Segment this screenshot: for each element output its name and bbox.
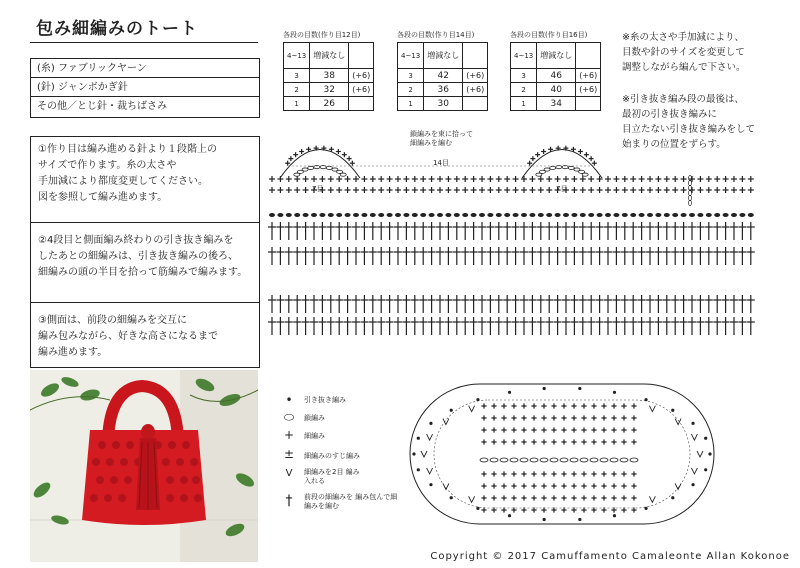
table-cell: 1 [511,97,537,111]
slip-stitch-mark [437,213,443,217]
slip-stitch-mark [479,213,485,217]
slip-stitch-mark [613,213,619,217]
slip-stitch-mark [597,213,603,217]
slip-stitch-mark [476,398,479,401]
table-cell: (+6) [349,69,374,83]
slip-stitch-mark [671,496,674,499]
slip-stitch-mark [286,213,292,217]
table-cell: 4~13 [511,43,537,69]
count-7-left: 7目 [312,185,324,193]
chain-mark [689,181,692,186]
slip-stitch-mark [521,213,527,217]
step-2-line: ②4段目と側面編み終わりの引き抜き編みを [38,235,234,246]
note-line: 目立たない引き抜き編みをして [622,124,756,135]
slip-stitch-mark [277,213,283,217]
slip-stitch-mark [580,213,586,217]
slip-stitch-icon: • [285,393,293,407]
increase-mark [675,419,681,425]
slip-stitch-mark [294,213,300,217]
table-cell: 2 [284,83,310,97]
handle-arc [522,150,602,179]
slip-stitch-mark [689,213,695,217]
slip-stitch-mark [476,507,479,510]
chain-mark [582,173,588,176]
slip-stitch-mark [504,213,510,217]
wrapped-sc-icon: † [285,493,293,509]
slip-stitch-mark [555,213,561,217]
callout-line: 鎖編みを束に拾って [410,130,473,138]
foundation-chain-mark [630,458,638,462]
step-1 [31,137,259,223]
table-cell [349,43,374,69]
increase-mark [469,406,475,412]
foundation-chain-mark [510,458,518,462]
increase-mark [469,496,475,502]
material-hook: (針) ジャンボかぎ針 [31,78,259,97]
material-other: その他／とじ針・裁ちばさみ [37,101,167,112]
foundation-chain-mark [480,458,488,462]
chain-mark [689,191,692,196]
note-line: 調整しながら編んで下さい。 [622,62,746,73]
step-1-line: 手加減により都度変更してください。 [38,176,208,187]
slip-stitch-mark [644,398,647,401]
stitch-table-2-title: 各段の目数(作り目14目) [397,31,475,39]
oval-outer [410,384,714,524]
callout-line: 細編みを編む [410,139,452,147]
table-cell: (+6) [463,83,488,97]
slip-stitch-mark [412,213,418,217]
note-line: ※糸の太さや手加減により、 [622,32,744,43]
chain-stitch-icon: ⬭ [283,410,295,424]
slip-stitch-mark [336,213,342,217]
slip-stitch-mark [412,452,415,455]
table-cell: 4~13 [398,43,424,69]
foundation-chain-mark [550,458,558,462]
slip-stitch-mark [328,213,334,217]
table-cell [576,43,601,69]
chain-mark [689,201,692,206]
slip-stitch-mark [395,213,401,217]
slip-stitch-mark [655,213,661,217]
step-3-line: 編み包みながら、好きな高さになるまで [38,331,218,342]
diagram-callout [410,130,473,148]
slip-stitch-mark [429,213,435,217]
materials-box [30,58,260,118]
slip-stitch-mark [714,213,720,217]
slip-stitch-mark [731,213,737,217]
slip-stitch-mark [691,422,694,425]
table-cell: 2 [511,83,537,97]
slip-stitch-mark [630,213,636,217]
slip-stitch-mark [613,514,616,517]
chain-mark [568,166,574,169]
oval-inner [434,400,690,508]
step-3 [31,303,259,365]
slip-stitch-mark [445,213,451,217]
slip-stitch-mark [487,213,493,217]
slip-stitch-mark [513,213,519,217]
chain-mark [689,176,692,181]
slip-stitch-mark [429,483,432,486]
count-7-right: 7目 [556,185,568,193]
slip-stitch-mark [739,213,745,217]
slip-stitch-mark [691,483,694,486]
table-cell: (+6) [463,69,488,83]
slip-stitch-mark [450,409,453,412]
slip-stitch-mark [704,468,707,471]
slip-stitch-mark [420,213,426,217]
table-cell: 26 [310,97,349,111]
slip-stitch-mark [639,213,645,217]
slip-stitch-mark [672,213,678,217]
stitch-table-2 [397,42,488,111]
note-line: 最初の引き抜き編みに [622,109,718,120]
foundation-chain-mark [520,458,528,462]
note-line: 始まりの位置をずらす。 [622,139,726,150]
note-line: 目数や針のサイズを変更して [622,47,745,58]
legend-label: 細編みを2目 編み入れる [304,468,360,485]
legend-item [282,493,422,517]
slip-stitch-mark [605,213,611,217]
table-cell: 3 [284,69,310,83]
table-cell: 40 [537,83,576,97]
increase-mark [649,406,655,412]
slip-stitch-mark [370,213,376,217]
legend-item [282,468,422,488]
chain-mark [544,168,550,171]
tote-bag-illustration [30,370,258,562]
slip-stitch-mark [450,496,453,499]
slip-stitch-mark [588,213,594,217]
slip-stitch-mark [269,213,275,217]
note-1 [622,30,746,75]
material-yarn: (糸) ファブリックヤーン [31,59,259,78]
increase-mark [691,468,697,474]
table-cell: 42 [424,69,463,83]
slip-stitch-mark [471,213,477,217]
slip-stitch-mark [529,213,535,217]
stitch-table-3 [510,42,601,111]
foundation-chain-mark [530,458,538,462]
foundation-chain-mark [620,458,628,462]
slip-stitch-mark [361,213,367,217]
slip-stitch-mark [345,213,351,217]
slip-stitch-mark [496,213,502,217]
step-2 [31,223,259,303]
step-3-line: 編み進めます。 [38,347,108,358]
table-cell: (+6) [576,83,601,97]
stitch-table-1 [283,42,374,111]
note-line: ※引き抜き編み段の最後は、 [622,94,744,105]
foundation-chain-mark [560,458,568,462]
foundation-chain-mark [570,458,578,462]
chain-mark [550,166,556,169]
table-cell [463,43,488,69]
chain-mark [308,166,314,169]
stitch-legend [282,393,412,523]
instructions-box [30,136,260,368]
legend-item [282,410,412,424]
step-1-line: 図を参照して編み進めます。 [38,192,168,203]
table-cell [463,97,488,111]
slip-stitch-mark [563,213,569,217]
table-cell: 46 [537,69,576,83]
slip-stitch-mark [578,518,581,521]
slip-stitch-mark [508,391,511,394]
slip-stitch-mark [429,422,432,425]
slip-stitch-mark [353,213,359,217]
slip-stitch-mark [578,387,581,390]
slip-stitch-mark [319,213,325,217]
table-cell [576,97,601,111]
slip-stitch-mark [387,213,393,217]
count-14: 14目 [433,159,449,167]
foundation-chain-mark [590,458,598,462]
slip-stitch-mark [538,213,544,217]
back-loop-sc-icon: ± [283,447,295,461]
slip-stitch-mark [311,213,317,217]
slip-stitch-mark [543,387,546,390]
chain-mark [689,196,692,201]
table-cell: 3 [511,69,537,83]
stitch-table-1-title: 各段の目数(作り目12目) [283,31,361,39]
tote-bag-photo [30,370,258,562]
foundation-chain-mark [610,458,618,462]
slip-stitch-mark [454,213,460,217]
increase-mark [675,483,681,489]
table-cell: 2 [398,83,424,97]
table-cell: 34 [537,97,576,111]
table-cell: 30 [424,97,463,111]
table-cell: (+6) [349,83,374,97]
step-2-line: したあとの細編みは、引き抜き編みの後ろ、 [38,251,238,262]
legend-label: 前段の細編みを 編み包んで細編みを編む [304,493,398,510]
table-cell: 増減なし [310,43,349,69]
slip-stitch-mark [697,213,703,217]
table-cell [349,97,374,111]
legend-label: 細編み [304,432,325,440]
slip-stitch-mark [671,409,674,412]
legend-item [282,393,412,407]
increase-mark [427,468,433,474]
slip-stitch-mark [708,452,711,455]
increase-mark [421,451,427,457]
table-cell: 38 [310,69,349,83]
table-cell: 32 [310,83,349,97]
step-3-line: ③側面は、前段の細編みを交互に [38,315,187,326]
legend-item [282,447,412,461]
table-cell: 1 [284,97,310,111]
bottom-oval-chart [410,384,714,524]
slip-stitch-mark [508,514,511,517]
slip-stitch-mark [748,213,754,217]
slip-stitch-mark [622,213,628,217]
table-cell: 4~13 [284,43,310,69]
legend-label: 引き抜き編み [304,396,346,404]
legend-label: 鎖編み [304,414,325,422]
slip-stitch-mark [378,213,384,217]
foundation-chain-mark [580,458,588,462]
side-chart [268,146,755,335]
slip-stitch-mark [543,518,546,521]
table-cell: 増減なし [424,43,463,69]
foundation-chain-mark [500,458,508,462]
slip-stitch-mark [644,507,647,510]
legend-item [282,428,412,442]
slip-stitch-mark [706,213,712,217]
increase-mark [427,434,433,440]
chain-mark [302,168,308,171]
slip-stitch-mark [613,391,616,394]
foundation-chain-mark [490,458,498,462]
sc-increase-icon: V [285,468,293,479]
step-1-line: サイズで作ります。糸の太さや [38,160,177,171]
table-cell: 1 [398,97,424,111]
increase-mark [697,451,703,457]
foundation-chain-mark [600,458,608,462]
slip-stitch-mark [403,213,409,217]
foundation-chain-mark [540,458,548,462]
slip-stitch-mark [546,213,552,217]
slip-stitch-mark [681,213,687,217]
step-2-line: 細編みの頭の半目を拾って筋編みで編みます。 [38,267,248,278]
increase-mark [443,483,449,489]
slip-stitch-mark [704,437,707,440]
table-cell: 増減なし [537,43,576,69]
copyright: Copyright © 2017 Camuffamento Camaleonte Allan Kokonoe [430,551,790,562]
slip-stitch-mark [723,213,729,217]
increase-mark [691,434,697,440]
table-cell: 3 [398,69,424,83]
slip-stitch-mark [571,213,577,217]
table-cell: 36 [424,83,463,97]
page-title: 包み細編みのトート [36,19,198,39]
increase-mark [443,419,449,425]
slip-stitch-mark [647,213,653,217]
legend-label: 細編みのすじ編み [304,452,360,460]
increase-mark [649,496,655,502]
handle-arc [280,150,360,179]
slip-stitch-mark [664,213,670,217]
chain-mark [340,173,346,176]
stitch-table-3-title: 各段の目数(作り目16目) [510,31,588,39]
slip-stitch-mark [462,213,468,217]
step-1-line: ①作り目は編み進める針より１段階上の [38,144,217,155]
single-crochet-icon: + [283,428,295,442]
table-cell: (+6) [576,69,601,83]
slip-stitch-mark [303,213,309,217]
title-underline [30,42,258,43]
slip-stitch-mark [417,437,420,440]
chain-mark [326,166,332,169]
